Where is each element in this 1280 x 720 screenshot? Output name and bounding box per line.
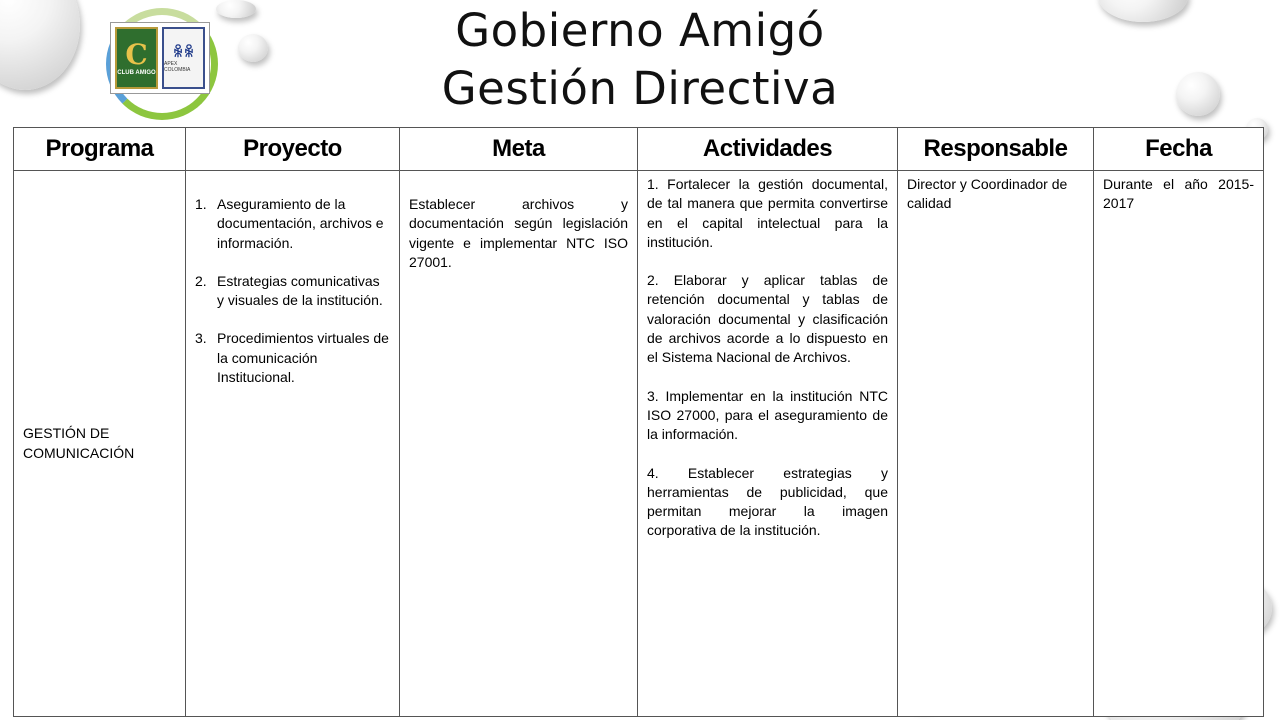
list-item xyxy=(195,272,390,311)
cell-proyecto xyxy=(186,171,400,717)
emblem-subtext: APEX COLOMBIA xyxy=(164,61,191,73)
header-programa: Programa xyxy=(14,128,186,171)
header-actividades: Actividades xyxy=(638,128,898,171)
header-meta: Meta xyxy=(400,128,638,171)
emblem-text: CLUB AMIGO xyxy=(117,70,156,76)
table-row xyxy=(14,171,1264,717)
table-header-row xyxy=(14,128,1264,171)
cell-programa: GESTIÓN DE COMUNICACIÓN xyxy=(14,171,186,717)
responsable-text: Director y Coordinador de calidad xyxy=(907,176,1068,212)
list-text: Procedimientos virtuales de la comunicación Institucional. xyxy=(217,330,389,386)
activity-item: 4. Establecer estrategias y herramientas de publicidad, que permitan mejorar la imagen corporativa de la institución. xyxy=(647,464,888,539)
emblem-letter: C xyxy=(125,38,148,71)
people-icon: ꆜꆜ xyxy=(172,44,195,60)
list-number: 1. xyxy=(195,196,207,212)
fecha-text: Durante el año 2015-2017 xyxy=(1103,176,1254,212)
project-list xyxy=(195,195,390,387)
activity-item: 3. Implementar en la institución NTC ISO 27000, para el aseguramiento de la información. xyxy=(647,387,888,443)
activity-item: 1. Fortalecer la gestión documental, de tal manera que permita convertirse en el capital intelectual para la institución. xyxy=(647,176,888,250)
management-plan-table xyxy=(13,127,1264,717)
cell-actividades xyxy=(638,171,898,717)
list-item xyxy=(195,329,390,387)
title-line-1: Gobierno Amigó xyxy=(455,4,825,57)
cell-responsable xyxy=(898,171,1094,717)
cell-meta xyxy=(400,171,638,717)
list-number: 2. xyxy=(195,272,207,289)
activity-item: 2. Elaborar y aplicar tablas de retención documental y tablas de valoración documental y clasificación de archivos acorde a lo dispuesto en el Sistema Nacional de Archivos. xyxy=(647,272,888,366)
list-text: Aseguramiento de la documentación, archivos e información. xyxy=(217,196,384,251)
meta-text: Establecer archivos y documentación según legislación vigente e implementar NTC ISO 27001. xyxy=(409,196,628,270)
cell-fecha xyxy=(1094,171,1264,717)
slide-title xyxy=(0,2,1280,118)
header-proyecto: Proyecto xyxy=(186,128,400,171)
header-responsable: Responsable xyxy=(898,128,1094,171)
list-item xyxy=(195,195,390,253)
list-text: Estrategias comunicativas y visuales de la institución. xyxy=(217,272,383,309)
list-number: 3. xyxy=(195,330,207,347)
title-line-2: Gestión Directiva xyxy=(441,62,839,115)
header-fecha: Fecha xyxy=(1094,128,1264,171)
